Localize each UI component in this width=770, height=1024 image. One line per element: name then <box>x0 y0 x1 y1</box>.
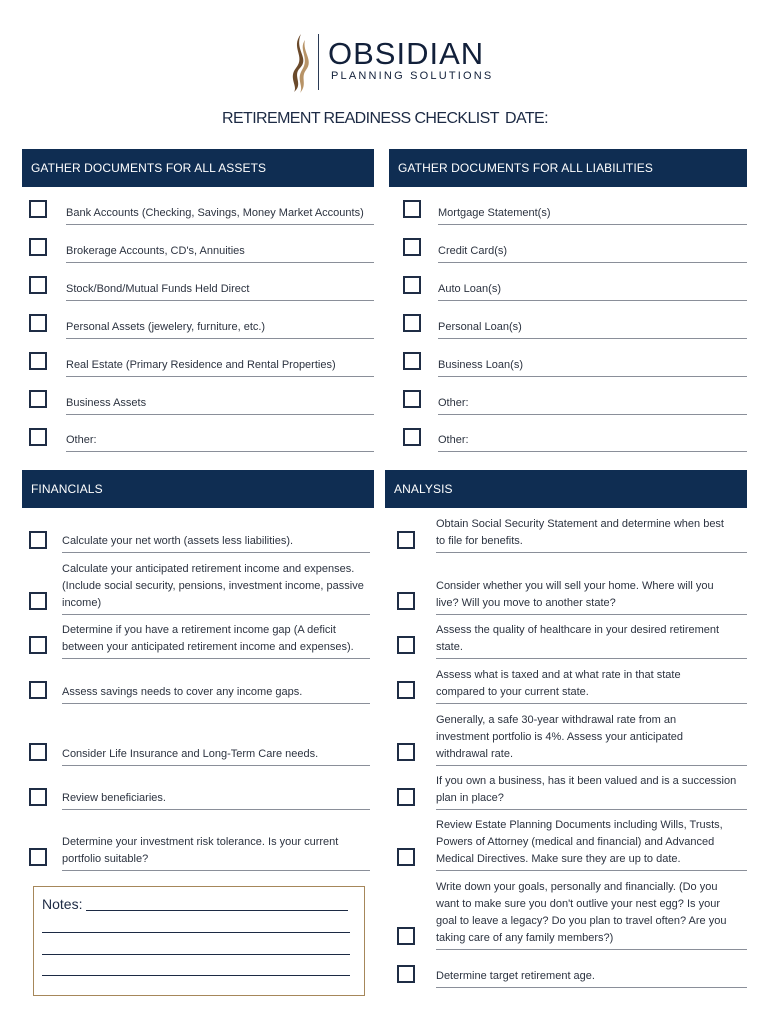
analysis-item-text: taking care of any family members?) <box>436 932 614 944</box>
analysis-item <box>436 621 747 659</box>
liabilities-item <box>438 431 747 452</box>
analysis-item-text: live? Will you move to another state? <box>436 597 616 609</box>
analysis-checkbox[interactable] <box>397 788 415 806</box>
assets-checkbox[interactable] <box>29 428 47 446</box>
assets-item-text: Stock/Bond/Mutual Funds Held Direct <box>66 283 250 295</box>
notes-line[interactable] <box>42 975 350 976</box>
liabilities-item-text: Other: <box>438 434 469 446</box>
analysis-item-text: Write down your goals, personally and financially. (Do you <box>436 881 718 893</box>
liabilities-item <box>438 394 747 415</box>
brand-subtitle: PLANNING SOLUTIONS <box>331 70 494 82</box>
financials-checkbox[interactable] <box>29 743 47 761</box>
analysis-item-text: Powers of Attorney (medical and financial) and Advanced <box>436 836 715 848</box>
notes-line[interactable] <box>42 954 350 955</box>
financials-item <box>62 789 370 810</box>
page-title: RETIREMENT READINESS CHECKLIST <box>222 110 499 127</box>
analysis-checkbox[interactable] <box>397 848 415 866</box>
financials-item-text: Consider Life Insurance and Long-Term Care needs. <box>62 748 319 760</box>
assets-section-header: GATHER DOCUMENTS FOR ALL ASSETS <box>22 149 374 187</box>
notes-box <box>33 886 365 996</box>
liabilities-item <box>438 204 747 225</box>
assets-item <box>66 318 374 339</box>
liabilities-item-text: Personal Loan(s) <box>438 321 522 333</box>
liabilities-checkbox[interactable] <box>403 352 421 370</box>
assets-checkbox[interactable] <box>29 390 47 408</box>
analysis-item-text: If you own a business, has it been valued and is a succession <box>436 775 737 787</box>
logo-divider <box>318 34 319 90</box>
financials-item <box>62 683 370 704</box>
financials-checkbox[interactable] <box>29 681 47 699</box>
financials-item <box>62 833 370 871</box>
notes-line[interactable] <box>42 932 350 933</box>
liabilities-item <box>438 280 747 301</box>
analysis-checkbox[interactable] <box>397 927 415 945</box>
analysis-item-text: Assess the quality of healthcare in your desired retirement <box>436 624 720 636</box>
financials-section-header: FINANCIALS <box>22 470 374 508</box>
financials-item <box>62 745 370 766</box>
assets-item-text: Other: <box>66 434 97 446</box>
assets-checkbox[interactable] <box>29 314 47 332</box>
analysis-item-text: Determine target retirement age. <box>436 970 595 982</box>
financials-item <box>62 560 370 615</box>
analysis-item <box>436 577 747 615</box>
financials-checkbox[interactable] <box>29 592 47 610</box>
analysis-item <box>436 711 747 766</box>
liabilities-section-header: GATHER DOCUMENTS FOR ALL LIABILITIES <box>389 149 747 187</box>
analysis-item <box>436 515 747 553</box>
financials-item <box>62 621 370 659</box>
analysis-item-text: Obtain Social Security Statement and determine when best <box>436 518 724 530</box>
analysis-item <box>436 878 747 950</box>
analysis-item <box>436 772 747 810</box>
liabilities-checkbox[interactable] <box>403 428 421 446</box>
analysis-item-text: Consider whether you will sell your home. Where will you <box>436 580 714 592</box>
analysis-checkbox[interactable] <box>397 592 415 610</box>
liabilities-item <box>438 242 747 263</box>
assets-item <box>66 356 374 377</box>
assets-item <box>66 431 374 452</box>
assets-item-text: Real Estate (Primary Residence and Rental Properties) <box>66 359 336 371</box>
financials-item-text: Assess savings needs to cover any income gaps. <box>62 686 303 698</box>
analysis-item-text: goal to leave a legacy? Do you plan to travel often? Are you <box>436 915 727 927</box>
assets-checkbox[interactable] <box>29 352 47 370</box>
analysis-item <box>436 967 747 988</box>
financials-item-text: portfolio suitable? <box>62 853 149 865</box>
financials-checkbox[interactable] <box>29 531 47 549</box>
financials-item-text: Determine if you have a retirement income gap (A deficit <box>62 624 336 636</box>
liabilities-item-text: Mortgage Statement(s) <box>438 207 551 219</box>
analysis-item-text: Medical Directives. Make sure they are up to date. <box>436 853 681 865</box>
analysis-item <box>436 816 747 871</box>
assets-item <box>66 394 374 415</box>
liabilities-checkbox[interactable] <box>403 238 421 256</box>
analysis-item-text: investment portfolio is 4%. Assess your anticipated <box>436 731 684 743</box>
financials-checkbox[interactable] <box>29 788 47 806</box>
assets-item <box>66 242 374 263</box>
brand-name: OBSIDIAN <box>328 36 485 71</box>
analysis-checkbox[interactable] <box>397 965 415 983</box>
analysis-item <box>436 666 747 704</box>
financials-checkbox[interactable] <box>29 848 47 866</box>
analysis-checkbox[interactable] <box>397 681 415 699</box>
liabilities-item <box>438 356 747 377</box>
liabilities-item-text: Auto Loan(s) <box>438 283 501 295</box>
financials-item-text: (Include social security, pensions, investment income, passive <box>62 580 364 592</box>
financials-item-text: Calculate your anticipated retirement income and expenses. <box>62 563 355 575</box>
notes-line[interactable] <box>86 910 348 911</box>
analysis-item-text: compared to your current state. <box>436 686 589 698</box>
assets-checkbox[interactable] <box>29 200 47 218</box>
financials-checkbox[interactable] <box>29 636 47 654</box>
logo-flame-icon <box>284 32 314 94</box>
analysis-item-text: state. <box>436 641 463 653</box>
analysis-section-header: ANALYSIS <box>385 470 747 508</box>
assets-item <box>66 204 374 225</box>
analysis-checkbox[interactable] <box>397 743 415 761</box>
analysis-item-text: Review Estate Planning Documents including Wills, Trusts, <box>436 819 723 831</box>
liabilities-checkbox[interactable] <box>403 200 421 218</box>
assets-item-text: Business Assets <box>66 397 147 409</box>
analysis-checkbox[interactable] <box>397 531 415 549</box>
financials-item-text: between your anticipated retirement income and expenses). <box>62 641 354 653</box>
date-label: DATE: <box>505 110 548 127</box>
liabilities-item-text: Other: <box>438 397 469 409</box>
liabilities-item-text: Credit Card(s) <box>438 245 508 257</box>
financials-item-text: income) <box>62 597 102 609</box>
analysis-item-text: Assess what is taxed and at what rate in that state <box>436 669 681 681</box>
liabilities-checkbox[interactable] <box>403 276 421 294</box>
analysis-item-text: Generally, a safe 30-year withdrawal rate from an <box>436 714 677 726</box>
assets-item-text: Bank Accounts (Checking, Savings, Money Market Accounts) <box>66 207 364 219</box>
financials-item-text: Review beneficiaries. <box>62 792 166 804</box>
analysis-item-text: want to make sure you don't outlive your nest egg? Is your <box>436 898 720 910</box>
liabilities-item-text: Business Loan(s) <box>438 359 523 371</box>
analysis-item-text: withdrawal rate. <box>436 748 514 760</box>
assets-item <box>66 280 374 301</box>
liabilities-checkbox[interactable] <box>403 390 421 408</box>
assets-checkbox[interactable] <box>29 276 47 294</box>
notes-label: Notes: <box>42 896 83 912</box>
financials-item <box>62 532 370 553</box>
analysis-checkbox[interactable] <box>397 636 415 654</box>
assets-item-text: Brokerage Accounts, CD's, Annuities <box>66 245 245 257</box>
liabilities-checkbox[interactable] <box>403 314 421 332</box>
financials-item-text: Determine your investment risk tolerance. Is your current <box>62 836 339 848</box>
financials-item-text: Calculate your net worth (assets less liabilities). <box>62 535 294 547</box>
assets-item-text: Personal Assets (jewelery, furniture, etc.) <box>66 321 266 333</box>
assets-checkbox[interactable] <box>29 238 47 256</box>
analysis-item-text: to file for benefits. <box>436 535 523 547</box>
analysis-item-text: plan in place? <box>436 792 504 804</box>
liabilities-item <box>438 318 747 339</box>
